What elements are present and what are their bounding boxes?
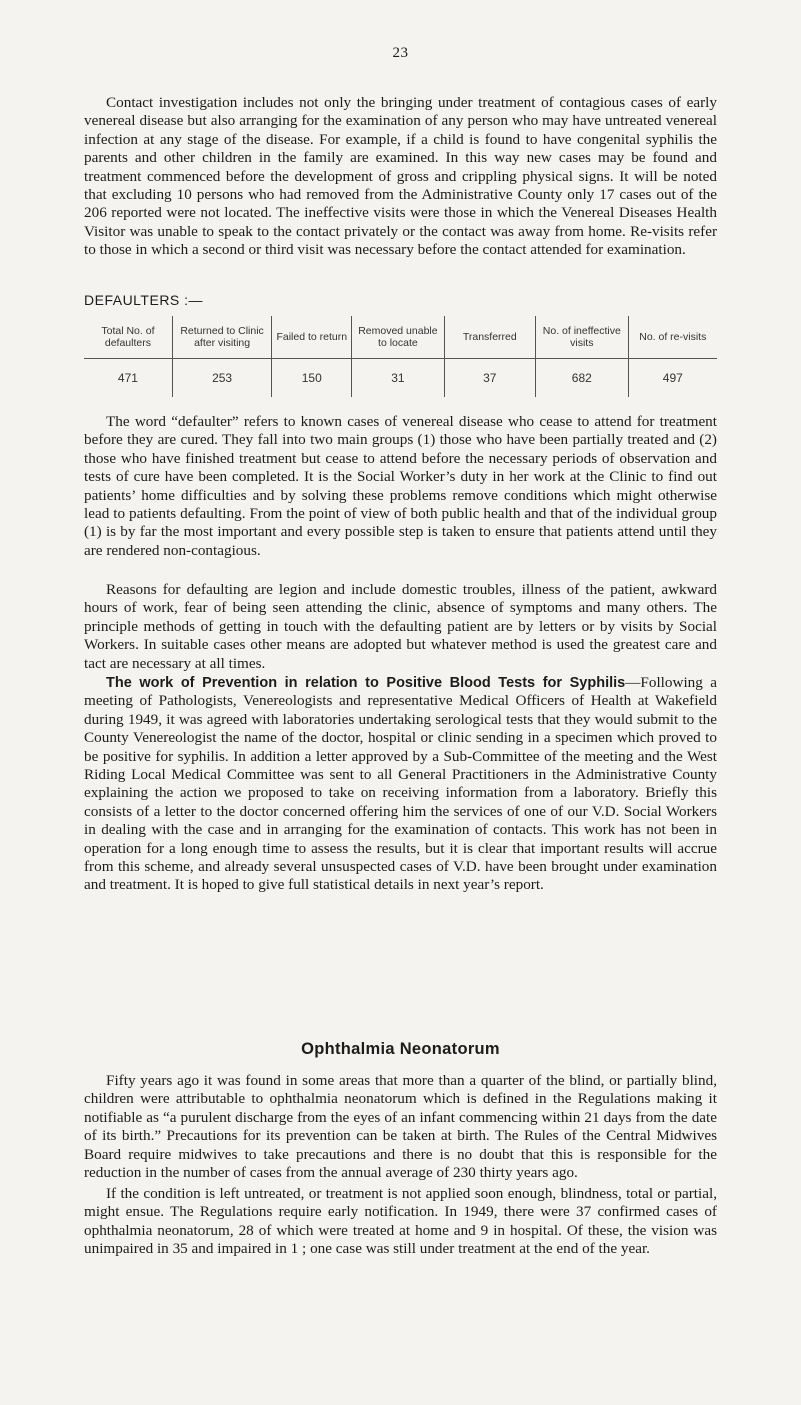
page-number: 23	[392, 45, 409, 61]
column-header: No. of ineffective visits	[536, 316, 629, 359]
column-header: Failed to return	[272, 316, 352, 359]
prevention-body: —Following a meeting of Pathologists, Venereologists and representative Medical Officers of Health at Wakefield during 1949, it was agreed with laboratories undertaking serological tests that they would submit to the County Venereologist the name of the doctor, hospital or clinic sending in a specimen which proved to be positive for syphilis. In addition a letter approved by a Sub-Committee of the meeting and the West Riding Local Medical Committee was sent to all General Practitioners in the Administrative County explaining the action we proposed to take on receiving information from a laboratory. Briefly this consists of a letter to the doctor concerned offering him the services of one of our V.D. Social Workers in dealing with the case and in arranging for the examination of contacts. This work has not been in operation for a long enough time to assess the results, but it is clear that important results will accrue from this scheme, and already several unsuspected cases of V.D. have been brought under examination and treatment. It is hoped to give full statistical details in next year’s report.	[84, 674, 717, 894]
table-row	[84, 359, 717, 398]
paragraph-untreated: If the condition is left untreated, or treatment is not applied soon enough, blindness, total or partial, might ensue. The Regulations require early notification. In 1949, there were 37 confirmed cases of ophthalmia neonatorum, 28 of which were treated at home and 9 in hospital. Of these, the vision was unimpaired in 35 and impaired in 1 ; one case was still under treatment at the end of the year.	[84, 1185, 717, 1258]
table-cell: 150	[272, 359, 352, 398]
table-cell: 253	[172, 359, 271, 398]
defaulters-heading: DEFAULTERS :—	[84, 292, 204, 308]
paragraph-defaulter-definition: The word “defaulter” refers to known cases of venereal disease who cease to attend for treatment before they are cured. They fall into two main groups (1) those who have been partially treated and (2) those who have finished treatment but cease to attend before the necessary periods of observation and tests of cure have been completed. It is the Social Worker’s duty in her work at the Clinic to find out patients’ home difficulties and by solving these problems remove conditions which might otherwise lead to patients defaulting. From the point of view of both public health and that of the individual group (1) is by far the most important and every possible step is taken to ensure that patients attend until they are rendered non-contagious.	[84, 413, 717, 559]
column-header: Total No. of defaulters	[84, 316, 172, 359]
table-cell: 471	[117, 371, 138, 385]
paragraph-reasons-for-defaulting: Reasons for defaulting are legion and include domestic troubles, illness of the patient, awkward hours of work, fear of being seen attending the clinic, absence of symptoms and many others. The principle methods of getting in touch with the defaulting patient are by letters or by visits by Social Workers. In suitable cases other means are adopted but whatever method is used the greatest care and tact are necessary at all times.	[84, 581, 717, 672]
section-title-ophthalmia: Ophthalmia Neonatorum	[301, 1040, 500, 1058]
paragraph-fifty-years: Fifty years ago it was found in some areas that more than a quarter of the blind, or partially blind, children were attributable to ophthalmia neonatorum which is defined in the Regulations making it notifiable as “a purulent discharge from the eyes of an infant commencing within 21 days from the date of its birth.” Precautions for its prevention can be taken at birth. The Rules of the Central Midwives Board require midwives to take precautions and there is no doubt that this is responsible for the reduction in the number of cases from the annual average of 230 thirty years ago.	[84, 1072, 717, 1182]
defaulters-table	[84, 316, 717, 397]
column-header: Transferred	[444, 316, 535, 359]
table-cell: 497	[628, 359, 717, 398]
column-header: Returned to Clinic after visiting	[172, 316, 271, 359]
paragraph-prevention	[84, 674, 717, 895]
column-header: Removed unable to locate	[352, 316, 444, 359]
table-cell: 37	[444, 359, 535, 398]
prevention-run-in-heading: The work of Prevention in relation to Positive Blood Tests for Syphilis	[106, 675, 626, 691]
table-cell: 31	[352, 359, 444, 398]
table-header-row	[84, 316, 717, 359]
table-cell: 682	[536, 359, 629, 398]
column-header: No. of re-visits	[628, 316, 717, 359]
paragraph-contact-investigation: Contact investigation includes not only the bringing under treatment of contagious cases of early venereal disease but also arranging for the examination of any person who may have untreated venereal infection at any stage of the disease. For example, if a child is found to have congenital syphilis the parents and other children in the family are examined. In this way new cases may be found and treatment commenced before the development of gross and crippling physical signs. It will be noted that excluding 10 persons who had removed from the Administrative County only 17 cases out of the 206 reported were not located. The ineffective visits were those in which the Venereal Diseases Health Visitor was unable to speak to the contact privately or the contact was away from home. Re-visits refer to those in which a second or third visit was necessary before the contact attended for examination.	[84, 94, 717, 259]
